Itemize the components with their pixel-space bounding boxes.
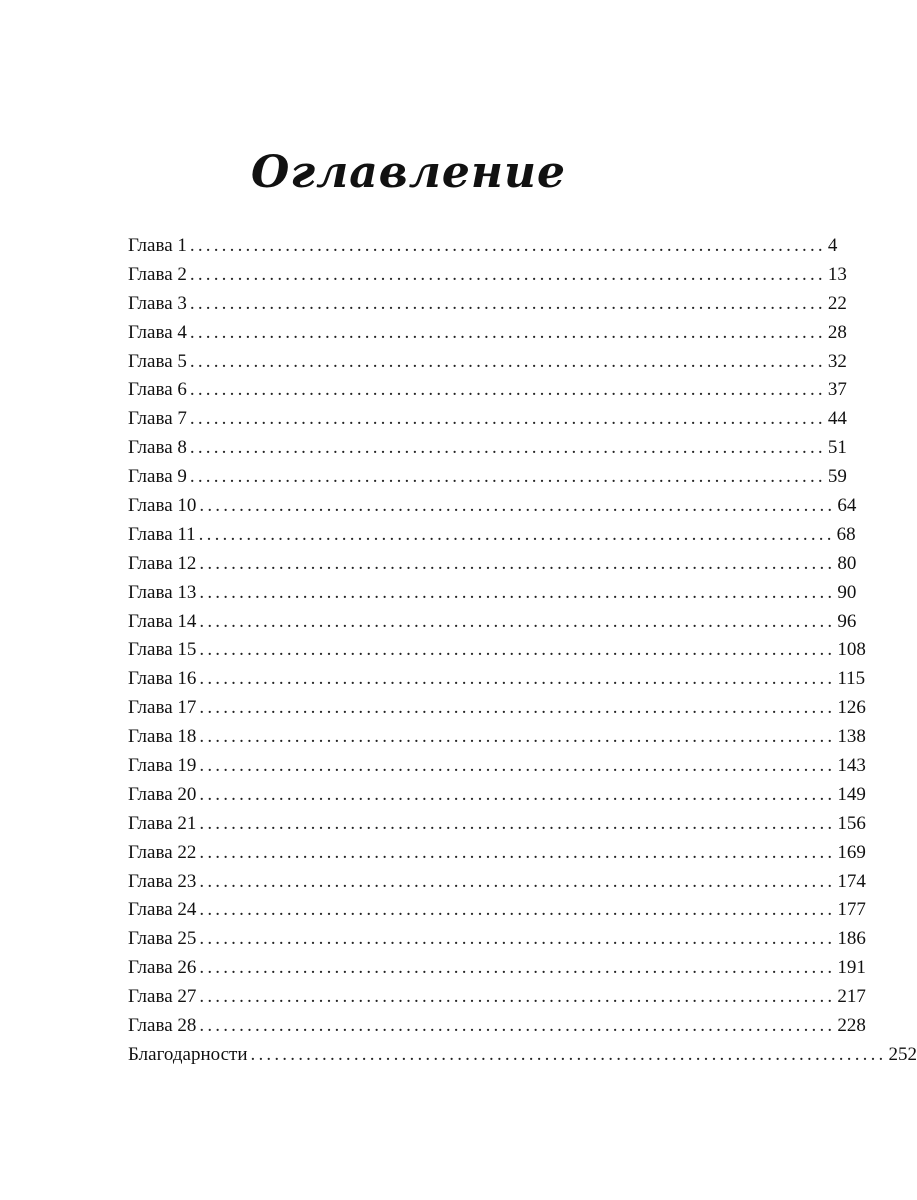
toc-entry-page-number: 28 bbox=[827, 321, 847, 343]
dot-leader: ................................................................................ bbox=[199, 957, 836, 979]
toc-entry-label: Глава 16 bbox=[128, 668, 197, 690]
toc-entry-page-number: 115 bbox=[837, 668, 866, 690]
toc-entry-label: Глава 13 bbox=[128, 581, 197, 603]
toc-entry-label: Глава 12 bbox=[128, 552, 197, 574]
dot-leader: ................................................................................ bbox=[250, 1043, 887, 1065]
toc-entry-page-number: 44 bbox=[827, 408, 847, 430]
dot-leader: ................................................................................ bbox=[199, 870, 836, 892]
toc-entry[interactable] bbox=[128, 954, 866, 983]
toc-entry-page-number: 80 bbox=[837, 552, 857, 574]
toc-entry-label: Глава 2 bbox=[128, 263, 187, 285]
toc-entry[interactable] bbox=[128, 232, 838, 261]
toc-entry[interactable] bbox=[128, 896, 866, 925]
toc-entry-label: Глава 7 bbox=[128, 408, 187, 430]
toc-entry[interactable] bbox=[128, 521, 856, 550]
toc-entry[interactable] bbox=[128, 665, 866, 694]
toc-entry[interactable] bbox=[128, 579, 857, 608]
toc-entry[interactable] bbox=[128, 810, 866, 839]
toc-entry[interactable] bbox=[128, 925, 866, 954]
dot-leader: ................................................................................ bbox=[198, 523, 835, 545]
dot-leader: ................................................................................ bbox=[189, 466, 826, 488]
dot-leader: ................................................................................ bbox=[199, 668, 836, 690]
toc-entry[interactable] bbox=[128, 550, 857, 579]
toc-entry[interactable] bbox=[128, 839, 866, 868]
toc-entry-page-number: 90 bbox=[837, 581, 857, 603]
toc-entry-page-number: 228 bbox=[837, 1015, 866, 1037]
toc-entry-page-number: 51 bbox=[827, 437, 847, 459]
toc-entry-page-number: 217 bbox=[837, 986, 866, 1008]
toc-entry-label: Глава 27 bbox=[128, 986, 197, 1008]
dot-leader: ................................................................................ bbox=[189, 321, 826, 343]
toc-entry-label: Глава 23 bbox=[128, 870, 197, 892]
table-of-contents bbox=[128, 232, 917, 1070]
dot-leader: ................................................................................ bbox=[199, 726, 836, 748]
toc-entry[interactable] bbox=[128, 694, 866, 723]
toc-entry-label: Глава 28 bbox=[128, 1015, 197, 1037]
toc-entry-page-number: 64 bbox=[837, 495, 857, 517]
toc-entry-label: Глава 14 bbox=[128, 610, 197, 632]
dot-leader: ................................................................................ bbox=[189, 408, 826, 430]
dot-leader: ................................................................................ bbox=[199, 783, 836, 805]
toc-entry-page-number: 169 bbox=[837, 841, 866, 863]
toc-entry-page-number: 143 bbox=[837, 755, 866, 777]
toc-entry-label: Глава 1 bbox=[128, 235, 187, 256]
toc-entry-label: Глава 18 bbox=[128, 726, 197, 748]
toc-entry[interactable] bbox=[128, 781, 866, 810]
toc-entry-page-number: 32 bbox=[827, 350, 847, 372]
toc-entry[interactable] bbox=[128, 983, 866, 1012]
toc-entry-label: Глава 3 bbox=[128, 292, 187, 314]
toc-entry[interactable] bbox=[128, 492, 857, 521]
toc-entry-label: Глава 17 bbox=[128, 697, 197, 719]
toc-entry-label: Глава 20 bbox=[128, 783, 197, 805]
toc-entry-label: Глава 22 bbox=[128, 841, 197, 863]
toc-entry-label: Глава 25 bbox=[128, 928, 197, 950]
toc-entry-page-number: 191 bbox=[837, 957, 866, 979]
toc-entry-label: Глава 21 bbox=[128, 812, 197, 834]
toc-entry-page-number: 13 bbox=[827, 263, 847, 285]
dot-leader: ................................................................................ bbox=[199, 581, 836, 603]
toc-entry-page-number: 156 bbox=[837, 812, 866, 834]
toc-entry-label: Глава 11 bbox=[128, 523, 196, 545]
toc-entry-page-number: 108 bbox=[837, 639, 866, 661]
dot-leader: ................................................................................ bbox=[199, 812, 836, 834]
toc-entry-label: Глава 19 bbox=[128, 755, 197, 777]
dot-leader: ................................................................................ bbox=[199, 755, 836, 777]
toc-entry-label: Глава 4 bbox=[128, 321, 187, 343]
toc-entry-page-number: 126 bbox=[837, 697, 866, 719]
dot-leader: ................................................................................ bbox=[199, 495, 836, 517]
toc-entry-label: Глава 15 bbox=[128, 639, 197, 661]
toc-entry[interactable] bbox=[128, 405, 847, 434]
toc-entry-label: Глава 24 bbox=[128, 899, 197, 921]
page-title: Оглавление bbox=[251, 147, 566, 199]
toc-entry[interactable] bbox=[128, 261, 847, 290]
dot-leader: ................................................................................ bbox=[189, 379, 826, 401]
toc-entry-page-number: 186 bbox=[837, 928, 866, 950]
toc-entry-page-number: 59 bbox=[827, 466, 847, 488]
toc-entry[interactable] bbox=[128, 376, 847, 405]
toc-entry[interactable] bbox=[128, 608, 857, 637]
toc-entry-page-number: 174 bbox=[837, 870, 866, 892]
toc-entry-page-number: 252 bbox=[888, 1043, 917, 1065]
toc-entry-page-number: 68 bbox=[836, 523, 856, 545]
dot-leader: ................................................................................ bbox=[189, 437, 826, 459]
toc-entry-page-number: 22 bbox=[827, 292, 847, 314]
toc-entry-page-number: 177 bbox=[837, 899, 866, 921]
dot-leader: ................................................................................ bbox=[189, 292, 826, 314]
toc-entry[interactable] bbox=[128, 319, 847, 348]
toc-entry-page-number: 37 bbox=[827, 379, 847, 401]
toc-entry-page-number: 4 bbox=[827, 235, 838, 256]
dot-leader: ................................................................................ bbox=[199, 928, 836, 950]
toc-entry[interactable] bbox=[128, 868, 866, 897]
toc-entry[interactable] bbox=[128, 1012, 866, 1041]
dot-leader: ................................................................................ bbox=[199, 552, 836, 574]
dot-leader: ................................................................................ bbox=[189, 350, 826, 372]
toc-entry[interactable] bbox=[128, 723, 866, 752]
toc-entry-page-number: 96 bbox=[837, 610, 857, 632]
dot-leader: ................................................................................ bbox=[189, 235, 826, 256]
dot-leader: ................................................................................ bbox=[199, 1015, 836, 1037]
toc-entry-page-number: 138 bbox=[837, 726, 866, 748]
toc-entry-label: Глава 5 bbox=[128, 350, 187, 372]
toc-entry[interactable] bbox=[128, 636, 866, 665]
toc-entry[interactable] bbox=[128, 348, 847, 377]
toc-entry[interactable] bbox=[128, 463, 847, 492]
toc-entry-label: Глава 10 bbox=[128, 495, 197, 517]
toc-entry[interactable] bbox=[128, 434, 847, 463]
toc-entry-label: Глава 9 bbox=[128, 466, 187, 488]
dot-leader: ................................................................................ bbox=[189, 263, 826, 285]
toc-entry-label: Глава 6 bbox=[128, 379, 187, 401]
dot-leader: ................................................................................ bbox=[199, 610, 836, 632]
dot-leader: ................................................................................ bbox=[199, 841, 836, 863]
dot-leader: ................................................................................ bbox=[199, 639, 836, 661]
toc-entry[interactable] bbox=[128, 752, 866, 781]
toc-entry[interactable] bbox=[128, 1041, 917, 1070]
toc-entry-label: Глава 8 bbox=[128, 437, 187, 459]
toc-entry-label: Благодарности bbox=[128, 1043, 248, 1065]
dot-leader: ................................................................................ bbox=[199, 697, 836, 719]
toc-entry[interactable] bbox=[128, 290, 847, 319]
dot-leader: ................................................................................ bbox=[199, 986, 836, 1008]
toc-entry-label: Глава 26 bbox=[128, 957, 197, 979]
toc-entry-page-number: 149 bbox=[837, 783, 866, 805]
dot-leader: ................................................................................ bbox=[199, 899, 836, 921]
